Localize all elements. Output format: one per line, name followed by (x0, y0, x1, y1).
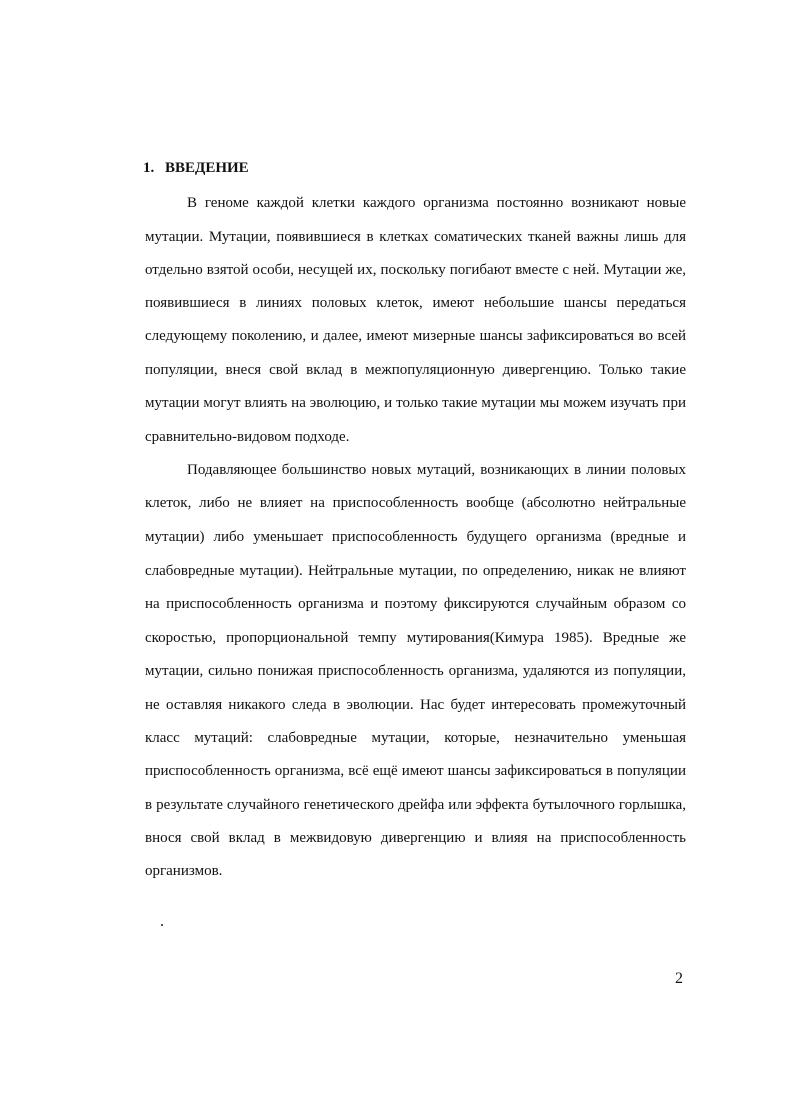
section-number: 1. (143, 160, 155, 176)
paragraph-1-line-8: сравнительно-видовом подходе. (145, 429, 350, 445)
paragraph-1-line-3: отдельно взятой особи, несущей их, поскольку погибают вместе с ней. Мутации же, (145, 262, 686, 278)
paragraph-2-line-11: в результате случайного генетического дрейфа или эффекта бутылочного горлышка, (145, 797, 686, 813)
paragraph-2-line-12: внося свой вклад в межвидовую дивергенцию и влияя на приспособленность (145, 830, 686, 846)
scan-speck (161, 924, 163, 926)
paragraph-1-line-1: В геноме каждой клетки каждого организма постоянно возникают новые (187, 195, 686, 211)
paragraph-2-line-10: приспособленность организма, всё ещё имеют шансы зафиксироваться в популяции (145, 763, 686, 779)
paragraph-2-line-2: клеток, либо не влияет на приспособленность вообще (абсолютно нейтральные (145, 495, 686, 511)
paragraph-1-line-7: мутации могут влиять на эволюцию, и только такие мутации мы можем изучать при (145, 395, 686, 411)
paragraph-1-line-5: следующему поколению, и далее, имеют мизерные шансы зафиксироваться во всей (145, 328, 686, 344)
section-title: ВВЕДЕНИЕ (165, 160, 249, 176)
paragraph-2-line-5: на приспособленность организма и поэтому фиксируются случайным образом со (145, 596, 686, 612)
section-heading (143, 160, 249, 177)
paragraph-2-line-7: мутации, сильно понижая приспособленность организма, удаляются из популяции, (145, 663, 686, 679)
paragraph-2-line-9: класс мутаций: слабовредные мутации, которые, незначительно уменьшая (145, 730, 686, 746)
paragraph-2-line-1: Подавляющее большинство новых мутаций, возникающих в линии половых (187, 462, 686, 478)
paragraph-2-line-6: скоростью, пропорциональной темпу мутирования(Кимура 1985). Вредные же (145, 630, 686, 646)
page-number: 2 (675, 970, 683, 987)
paragraph-2-line-13: организмов. (145, 863, 223, 879)
paragraph-2-line-4: слабовредные мутации). Нейтральные мутации, по определению, никак не влияют (145, 563, 686, 579)
paragraph-1-line-2: мутации. Мутации, появившиеся в клетках соматических тканей важны лишь для (145, 229, 686, 245)
paragraph-2-line-3: мутации) либо уменьшает приспособленность будущего организма (вредные и (145, 529, 686, 545)
paragraph-1-line-4: появившиеся в линиях половых клеток, имеют небольшие шансы передаться (145, 295, 686, 311)
paragraph-2-line-8: не оставляя никакого следа в эволюции. Нас будет интересовать промежуточный (145, 697, 686, 713)
paragraph-1-line-6: популяции, внеся свой вклад в межпопуляционную дивергенцию. Только такие (145, 362, 686, 378)
